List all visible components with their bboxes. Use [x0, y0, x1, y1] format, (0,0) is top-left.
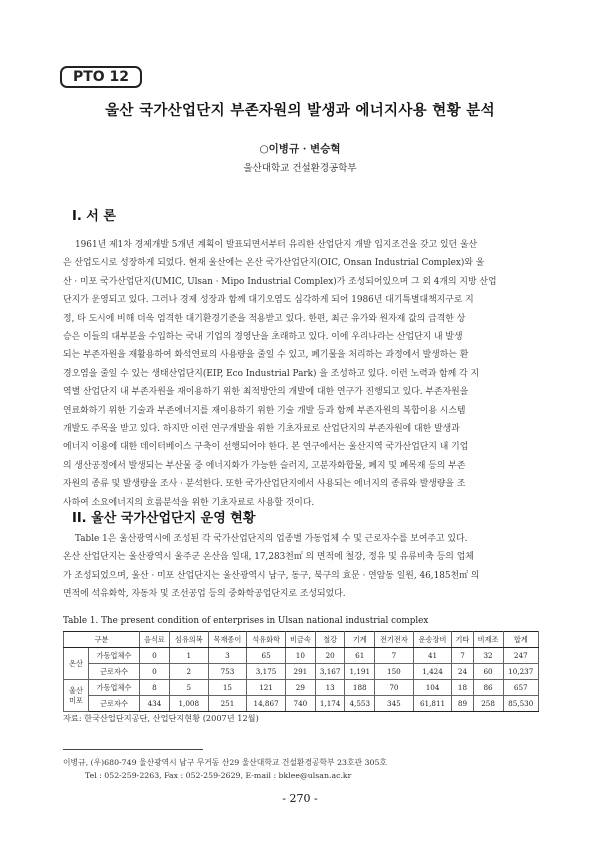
section2-heading: II. 울산 국가산업단지 운영 현황 — [72, 511, 256, 526]
body-line: 승은 이들의 대부분을 수입하는 국내 기업의 경영난을 초래하고 있다. 이에 우리나라는 산업단지 내 발생 — [63, 332, 463, 343]
column-header: 철강 — [315, 632, 345, 648]
table-cell: 251 — [208, 696, 247, 712]
authors: ○이병규 · 변승혁 — [259, 143, 341, 155]
table-cell: 434 — [140, 696, 170, 712]
table-cell: 61 — [345, 648, 375, 664]
column-header: 기타 — [452, 632, 473, 648]
body-line: 사하여 소요에너지의 흐름분석을 위한 기초자료로 사용할 것이다. — [63, 497, 315, 508]
table-cell: 3 — [208, 648, 247, 664]
table-cell: 15 — [208, 680, 247, 696]
row-label: 근로자수 — [89, 664, 140, 680]
body-line: 의 생산공정에서 발생되는 부산물 중 에너지화가 가능한 슬러지, 고분자화합물, 폐지 및 폐목재 등의 부존 — [63, 460, 466, 471]
table-cell: 121 — [247, 680, 286, 696]
table-cell: 657 — [503, 680, 538, 696]
row-label: 가동업체수 — [89, 680, 140, 696]
table-cell: 291 — [285, 664, 315, 680]
table-cell: 1,424 — [413, 664, 452, 680]
table-cell: 258 — [473, 696, 503, 712]
body-line: 단지가 운영되고 있다. 그러나 경제 성장과 함께 대기오염도 심각하게 되어 1986년 대기특별대책지구로 지 — [63, 295, 474, 306]
table-cell: 13 — [315, 680, 345, 696]
table-row — [64, 648, 539, 664]
section2-body — [63, 530, 541, 604]
table-cell: 61,811 — [413, 696, 452, 712]
table-cell: 1,191 — [345, 664, 375, 680]
enterprise-table — [63, 631, 539, 712]
body-line: 자원의 종류 및 발생량을 조사 · 분석한다. 또한 국가산업단지에서 사용되는 에너지의 종류와 발생량을 조 — [63, 479, 466, 490]
table-cell: 5 — [169, 680, 208, 696]
table-cell: 70 — [375, 680, 414, 696]
table-cell: 2 — [169, 664, 208, 680]
table-cell: 150 — [375, 664, 414, 680]
table-cell: 10 — [285, 648, 315, 664]
column-header: 비금속 — [285, 632, 315, 648]
body-line: 되는 부존자원을 재활용하여 화석연료의 사용량을 줄일 수 있고, 폐기물을 처리하는 과정에서 발생하는 환 — [63, 350, 469, 361]
affiliation: 울산대학교 건설환경공학부 — [243, 163, 357, 174]
column-header: 기계 — [345, 632, 375, 648]
table-cell: 0 — [140, 648, 170, 664]
group-label: 울산 미포 — [64, 680, 89, 712]
table-cell: 753 — [208, 664, 247, 680]
body-line: 에너지 이용에 대한 데이터베이스 구축이 선행되어야 한다. 본 연구에서는 울산지역 국가산업단지 내 기업 — [63, 442, 469, 453]
table-row — [64, 696, 539, 712]
section1-body — [63, 236, 541, 512]
table-cell: 7 — [375, 648, 414, 664]
table-cell: 4,553 — [345, 696, 375, 712]
table-cell: 10,237 — [503, 664, 538, 680]
column-header: 목재종이 — [208, 632, 247, 648]
table-cell: 41 — [413, 648, 452, 664]
body-line: 경오염을 줄일 수 있는 생태산업단지(EIP, Eco Industrial Park) 을 조성하고 있다. 이런 노력과 함께 각 지 — [63, 368, 480, 379]
table-cell: 3,167 — [315, 664, 345, 680]
footnote-divider — [63, 749, 203, 750]
row-label: 근로자수 — [89, 696, 140, 712]
table-row — [64, 680, 539, 696]
table-cell: 8 — [140, 680, 170, 696]
table-cell: 1 — [169, 648, 208, 664]
section1-heading: I. 서 론 — [72, 209, 116, 224]
table-cell: 1,008 — [169, 696, 208, 712]
body-line: Table 1은 울산광역시에 조성된 각 국가산업단지의 업종별 가동업체 수 및 근로자수를 보여주고 있다. — [75, 534, 468, 544]
table-source: 자료: 한국산업단지공단, 산업단지현황 (2007년 12월) — [63, 713, 259, 723]
table-cell: 7 — [452, 648, 473, 664]
table-cell: 0 — [140, 664, 170, 680]
body-line: 가 조성되었으며, 울산 · 미포 산업단지는 울산광역시 남구, 동구, 북구의 효문 · 연암동 일원, 46,185천㎡ 의 — [63, 570, 480, 581]
page-number: - 270 - — [282, 792, 318, 805]
table-cell: 104 — [413, 680, 452, 696]
table-cell: 345 — [375, 696, 414, 712]
session-badge: PTO 12 — [60, 66, 142, 88]
table-cell: 740 — [285, 696, 315, 712]
table-cell: 18 — [452, 680, 473, 696]
column-header: 석유화학 — [247, 632, 286, 648]
column-header: 운송장비 — [413, 632, 452, 648]
column-header: 합계 — [503, 632, 538, 648]
body-line: 정, 타 도시에 비해 더욱 엄격한 대기환경기준을 적용받고 있다. 한편, 최근 유가와 원자재 값의 급격한 상 — [63, 313, 466, 324]
body-line: 온산 산업단지는 울산광역시 울주군 온산읍 일대, 17,283천㎡ 의 면적에 철강, 정유 및 유류비축 등의 업체 — [63, 552, 474, 563]
column-header: 섬유의복 — [169, 632, 208, 648]
footnote-contact: Tel : 052-259-2263, Fax : 052-259-2629, E-mail : bklee@ulsan.ac.kr — [85, 771, 352, 780]
table-cell: 65 — [247, 648, 286, 664]
table-cell: 14,867 — [247, 696, 286, 712]
body-line: 1961년 제1차 경제개발 5개년 계획이 발표되면서부터 유리한 산업단지 개발 입지조건을 갖고 있던 울산 — [75, 240, 478, 250]
table-cell: 247 — [503, 648, 538, 664]
table-header-row — [64, 632, 539, 648]
column-header: 구분 — [64, 632, 140, 648]
table-cell: 89 — [452, 696, 473, 712]
table-cell: 85,530 — [503, 696, 538, 712]
body-line: 역별 산업단지 내 부존자원을 재이용하기 위한 최적방안의 개발에 대한 연구가 진행되고 있다. 부존자원을 — [63, 387, 469, 398]
table-row — [64, 664, 539, 680]
body-line: 면적에 석유화학, 자동차 및 조선공업 등의 중화학공업단지로 조성되었다. — [63, 589, 346, 600]
table-cell: 1,174 — [315, 696, 345, 712]
body-line: 개발도 주목을 받고 있다. 하지만 이런 연구개발을 위한 기초자료로 산업단지의 부존자원에 대한 발생과 — [63, 424, 460, 435]
table-cell: 188 — [345, 680, 375, 696]
table-cell: 24 — [452, 664, 473, 680]
table-cell: 32 — [473, 648, 503, 664]
column-header: 비제조 — [473, 632, 503, 648]
column-header: 전기전자 — [375, 632, 414, 648]
group-label: 온산 — [64, 648, 89, 680]
footnote-address: 이병규, (우)680-749 울산광역시 남구 무거동 산29 울산대학교 건설환경공학부 23호관 305호 — [63, 758, 387, 767]
table-cell: 20 — [315, 648, 345, 664]
row-label: 가동업체수 — [89, 648, 140, 664]
table-cell: 86 — [473, 680, 503, 696]
table-cell: 60 — [473, 664, 503, 680]
body-line: 은 산업도시로 성장하게 되었다. 현재 울산에는 온산 국가산업단지(OIC, Onsan Industrial Complex)와 울 — [63, 258, 485, 269]
body-line: 연료화하기 위한 기술과 부존에너지를 재이용하기 위한 기술 개발 등과 함께 부존자원의 복합이용 시스템 — [63, 405, 466, 416]
body-line: 산 · 미포 국가산업단지(UMIC, Ulsan · Mipo Industrial Complex)가 조성되어있으며 그 외 4개의 지방 산업 — [63, 276, 497, 287]
table-cell: 29 — [285, 680, 315, 696]
paper-title: 울산 국가산업단지 부존자원의 발생과 에너지사용 현황 분석 — [105, 102, 495, 119]
column-header: 음식료 — [140, 632, 170, 648]
table-caption: Table 1. The present condition of enterprises in Ulsan national industrial complex — [63, 616, 429, 626]
table-cell: 3,175 — [247, 664, 286, 680]
